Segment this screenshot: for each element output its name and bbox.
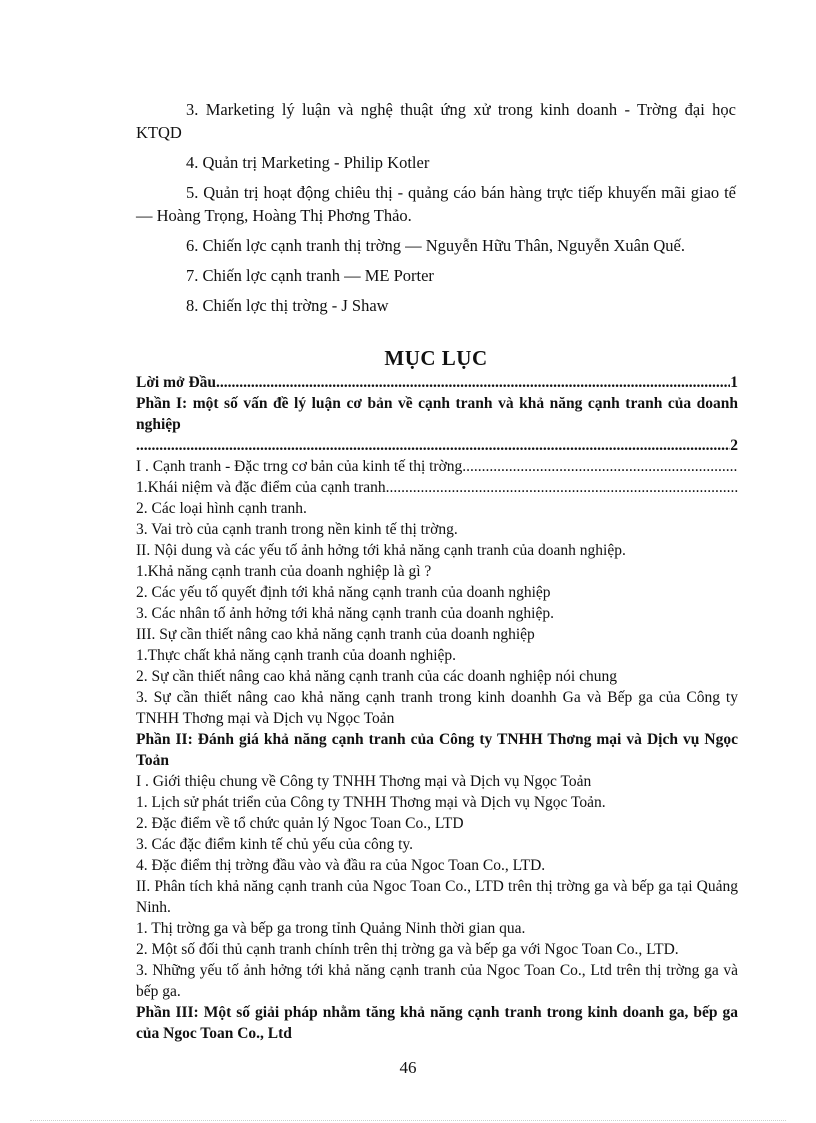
- toc-entry-page: 2: [730, 437, 738, 454]
- toc-title: MỤC LỤC: [384, 346, 488, 370]
- reference-item: 4. Quản trị Marketing - Philip Kotler: [186, 153, 430, 172]
- toc-item: 1.Khả năng cạnh tranh của doanh nghiệp là gì ?: [136, 563, 432, 580]
- toc-entry-intro: [136, 372, 738, 393]
- toc-item: 1. Thị trờng ga và bếp ga trong tỉnh Quảng Ninh thời gian qua.: [136, 920, 526, 937]
- toc-item: [136, 477, 738, 498]
- toc-item: 3. Vai trò của cạnh tranh trong nền kinh tế thị trờng.: [136, 521, 458, 538]
- toc-item: [136, 456, 738, 477]
- reference-item: 6. Chiến lợc cạnh tranh thị trờng — Nguyễn Hữu Thân, Nguyễn Xuân Quế.: [186, 236, 685, 255]
- toc-entry-label: Phần I: một số vấn đề lý luận cơ bản về cạnh tranh và khả năng cạnh tranh của doanh nghiệp: [136, 395, 738, 433]
- reference-item: 3. Marketing lý luận và nghệ thuật ứng xử trong kinh doanh - Trờng đại học KTQD: [136, 100, 736, 142]
- toc-part-heading: Phần II: Đánh giá khả năng cạnh tranh của Công ty TNHH Thơng mại và Dịch vụ Ngọc Toản: [136, 731, 738, 769]
- toc-item: 3. Sự cần thiết nâng cao khả năng cạnh tranh trong kinh doanhh Ga và Bếp ga của Công ty TNHH Thơng mại và Dịch vụ Ngọc Toản: [136, 689, 738, 727]
- toc-item-text: 1.Khái niệm và đặc điểm của cạnh tranh.: [136, 479, 390, 496]
- toc-item: 2. Các yếu tố quyết định tới khả năng cạnh tranh của doanh nghiệp: [136, 584, 551, 601]
- toc-item: 3. Những yếu tố ảnh hởng tới khả năng cạnh tranh của Ngoc Toan Co., Ltd trên thị trờng ga và bếp ga.: [136, 962, 738, 1000]
- toc-item: 2. Các loại hình cạnh tranh.: [136, 500, 307, 517]
- toc-item: 1.Thực chất khả năng cạnh tranh của doanh nghiệp.: [136, 647, 457, 664]
- toc-item: 1. Lịch sử phát triển của Công ty TNHH Thơng mại và Dịch vụ Ngọc Toản.: [136, 794, 606, 811]
- toc-item: 3. Các đặc điểm kinh tế chủ yếu của công ty.: [136, 836, 414, 853]
- toc-item-text: I . Cạnh tranh - Đặc trng cơ bản của kinh tế thị trờng.: [136, 458, 467, 475]
- toc-item: III. Sự cần thiết nâng cao khả năng cạnh tranh của doanh nghiệp: [136, 626, 535, 643]
- toc-part-page-line: [136, 435, 738, 456]
- toc-item: II. Phân tích khả năng cạnh tranh của Ngoc Toan Co., LTD trên thị trờng ga và bếp ga tại Quảng Ninh.: [136, 878, 738, 916]
- toc-item: 2. Sự cần thiết nâng cao khả năng cạnh tranh của các doanh nghiệp nói chung: [136, 668, 617, 685]
- toc-item: 2. Một số đối thủ cạnh tranh chính trên thị trờng ga và bếp ga với Ngoc Toan Co., LTD.: [136, 941, 679, 958]
- dot-leader: [466, 456, 738, 477]
- toc-entry-page: 1: [730, 374, 738, 391]
- dot-leader: [216, 372, 730, 393]
- reference-item: 5. Quản trị hoạt động chiêu thị - quảng cáo bán hàng trực tiếp khuyến mãi giao tế — Hoàng Trọng, Hoàng Thị Phơng Thảo.: [136, 183, 736, 225]
- toc-item: II. Nội dung và các yếu tố ảnh hởng tới khả năng cạnh tranh của doanh nghiệp.: [136, 542, 626, 559]
- toc-item: 2. Đặc điểm về tổ chức quản lý Ngoc Toan Co., LTD: [136, 815, 464, 832]
- page-bottom-divider: [30, 1120, 786, 1121]
- reference-item: 8. Chiến lợc thị trờng - J Shaw: [186, 296, 389, 315]
- toc-part-heading: Phần III: Một số giải pháp nhằm tăng khả năng cạnh tranh trong kinh doanh ga, bếp ga của Ngoc Toan Co., Ltd: [136, 1004, 738, 1042]
- toc-item: I . Giới thiệu chung về Công ty TNHH Thơng mại và Dịch vụ Ngọc Toản: [136, 773, 592, 790]
- toc-part-heading: [136, 393, 738, 435]
- page-number: 46: [399, 1058, 417, 1077]
- dot-leader: [136, 435, 730, 456]
- table-of-contents: [136, 372, 738, 1044]
- dot-leader: [390, 477, 739, 498]
- reference-item: 7. Chiến lợc cạnh tranh — ME Porter: [186, 266, 434, 285]
- toc-item: 4. Đặc điểm thị trờng đầu vào và đầu ra của Ngoc Toan Co., LTD.: [136, 857, 546, 874]
- reference-list: [136, 98, 736, 324]
- toc-entry-label: Lời mở Đầu: [136, 374, 217, 391]
- toc-item: 3. Các nhân tố ảnh hởng tới khả năng cạnh tranh của doanh nghiệp.: [136, 605, 554, 622]
